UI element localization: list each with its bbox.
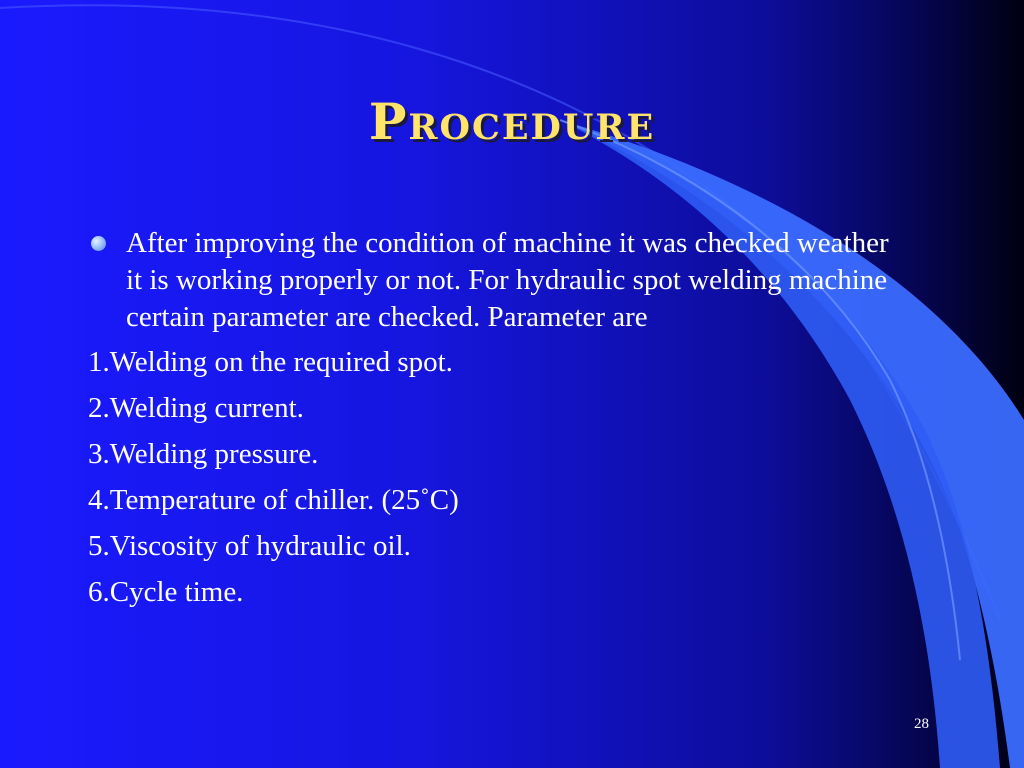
bullet-item [88,225,908,336]
bullet-text: After improving the condition of machine it was checked weather it is working properly or not. For hydraulic spot welding machine certain parameter are checked. Parameter are [126,227,889,333]
slide-content [88,225,908,620]
slide-title: Procedure [368,92,656,151]
list-item-4: 4.Temperature of chiller. (25˚C) [88,484,459,516]
page-number: 28 [914,716,929,732]
list-item-6: 6.Cycle time. [88,576,244,608]
bullet-icon [91,236,106,251]
list-item-5: 5.Viscosity of hydraulic oil. [88,530,411,562]
list-item-3: 3.Welding pressure. [88,438,319,470]
list-item-1: 1.Welding on the required spot. [88,346,453,378]
list-item-2: 2.Welding current. [88,392,304,424]
